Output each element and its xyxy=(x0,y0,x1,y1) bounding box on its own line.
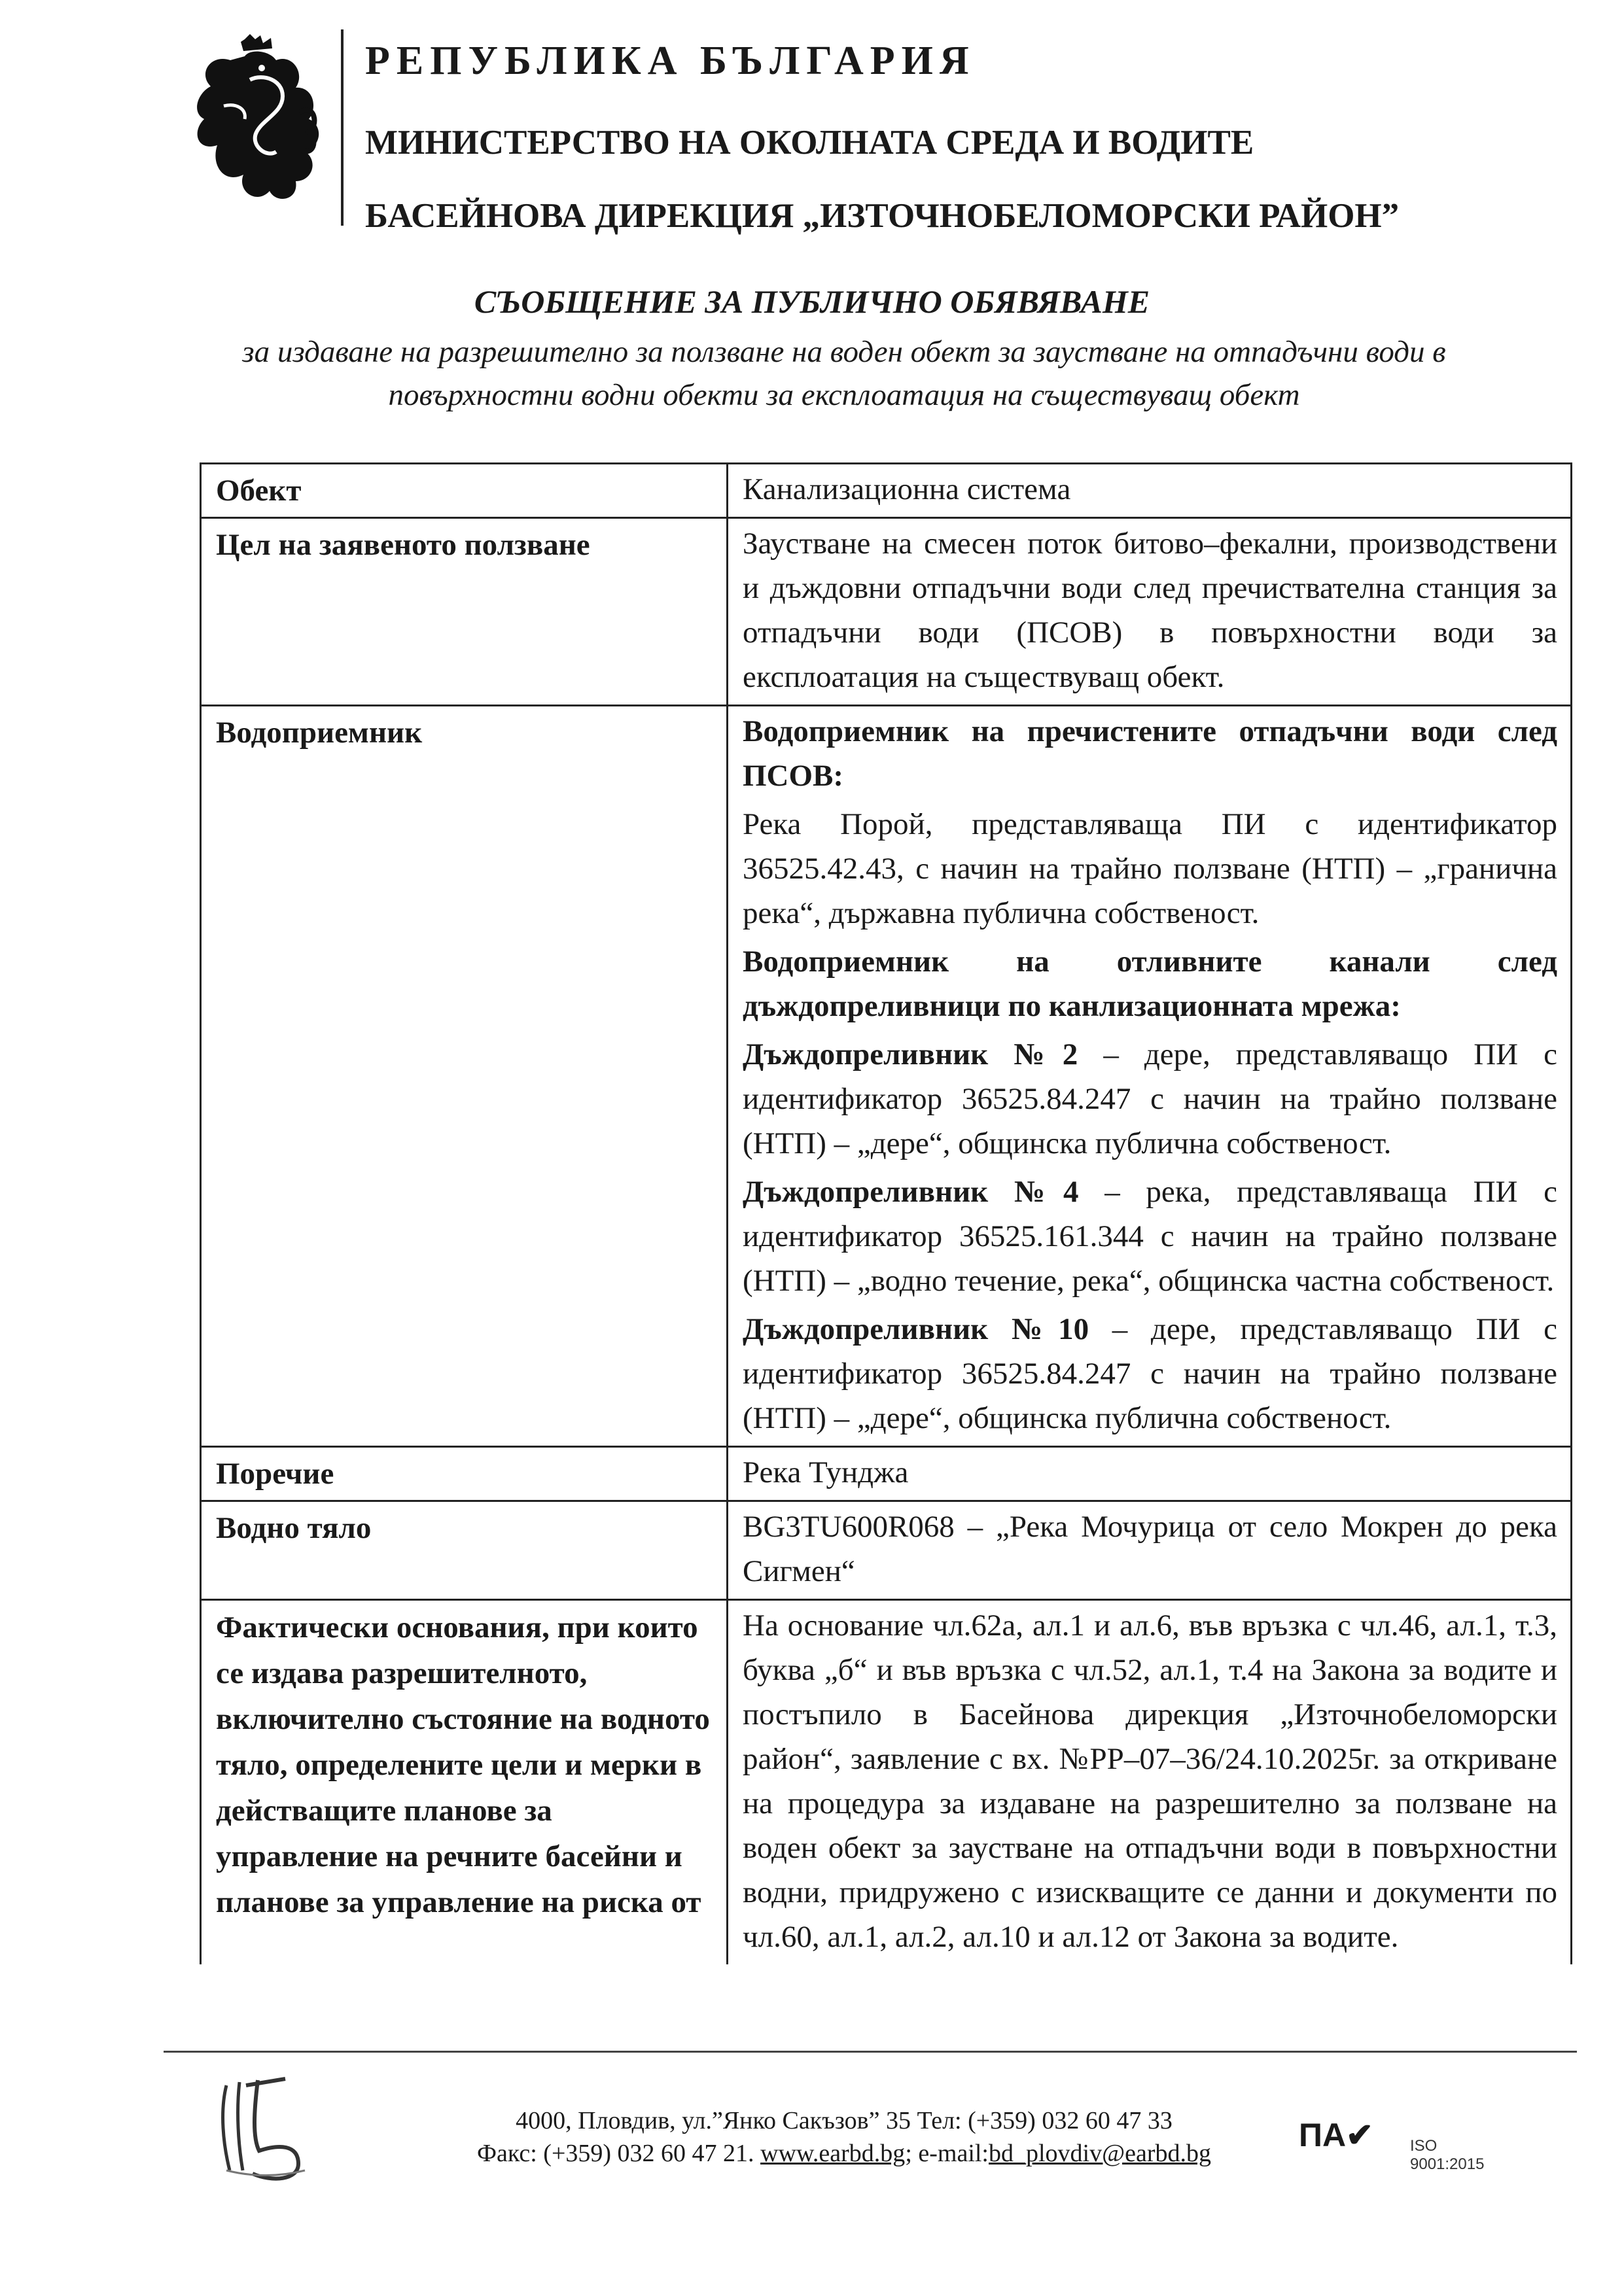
row-label-water-body: Водно тяло xyxy=(201,1501,728,1600)
row-label-grounds: Фактически основания, при които се издава разрешителното, включително състояние на водното тяло, определените цели и мерки в действащите планове за управление на речните басейни и планове за управление на риска от xyxy=(201,1600,728,1965)
notice-title: СЪОБЩЕНИЕ ЗА ПУБЛИЧНО ОБЯВЯВАНЕ xyxy=(474,283,1150,320)
overflow-name: Дъждопреливник №4 xyxy=(743,1175,1079,1209)
lion-coat-of-arms-icon xyxy=(185,34,327,209)
footer-address: 4000, Пловдив, ул.”Янко Сакъзов” 35 Тел: (+359) 032 60 47 33 xyxy=(516,2107,1173,2134)
table-row xyxy=(201,1501,1572,1600)
receiver-psov-text: Река Порой, представляваща ПИ с идентификатор 36525.42.43, с начин на трайно ползване (НТП) – „гранична река“, държавна публична собственост. xyxy=(743,807,1557,930)
iso-mark xyxy=(1299,2116,1373,2154)
overflow-text: – дере, представляващо ПИ с идентификатор 36525.84.247 с начин на трайно ползване (НТП) – „дере“, общинска публична собственост. xyxy=(743,1037,1557,1160)
list-item xyxy=(743,1307,1557,1440)
row-label-purpose: Цел на заявеното ползване xyxy=(201,518,728,706)
header-republic: РЕПУБЛИКА БЪЛГАРИЯ xyxy=(365,39,976,83)
notice-subtitle: за издаване на разрешително за ползване на воден обект за заустване на отпадъчни води в повърхностни водни обекти за експлоатация на съществуващ обект xyxy=(242,335,1446,412)
row-value-water-body: BG3TU600R068 – „Река Мочурица от село Мокрен до река Сигмен“ xyxy=(728,1501,1572,1600)
overflow-text: – река, представляваща ПИ с идентификатор 36525.161.344 с начин на трайно ползване (НТП) – „водно течение, река“, общинска частна собственост. xyxy=(743,1175,1557,1298)
list-item xyxy=(743,1170,1557,1303)
iso-certification xyxy=(1299,2116,1495,2173)
row-value-object: Канализационна система xyxy=(728,464,1572,518)
iso-mark-text: ПА xyxy=(1299,2117,1347,2153)
notice-table xyxy=(200,462,1572,1964)
header-directorate: БАСЕЙНОВА ДИРЕКЦИЯ „ИЗТОЧНОБЕЛОМОРСКИ РАЙОН” xyxy=(365,197,1400,235)
table-row xyxy=(201,464,1572,518)
email-link[interactable]: bd_plovdiv@earbd.bg xyxy=(989,2140,1211,2167)
footer-email-prefix: ; e-mail: xyxy=(905,2140,989,2167)
footer-contacts xyxy=(353,2139,1335,2168)
directorate-logo-icon xyxy=(207,2072,318,2183)
receiver-overflow-heading: Водоприемник на отливните канали след дъждопреливници по канлизационната мрежа: xyxy=(743,945,1557,1023)
table-row xyxy=(201,518,1572,706)
row-value-basin: Река Тунджа xyxy=(728,1447,1572,1501)
row-value-purpose: Заустване на смесен поток битово–фекални, производствени и дъждовни отпадъчни води след пречиствателна станция за отпадъчни води (ПСОВ) в повърхностни води за експлоатация на съществуващ обект. xyxy=(728,518,1572,706)
row-value-grounds: На основание чл.62а, ал.1 и ал.6, във връзка с чл.46, ал.1, т.3, буква „б“ и във връзка с чл.52, ал.1, т.4 на Закона за водите и постъпило в Басейнова дирекция „Източнобеломорски район“, заявление с вх. №РР–07–36/24.10.2025г. за откриване на процедура за издаване на разрешително за ползване на воден обект за заустване на отпадъчни води в повърхностни водни, придружено с изискващите се данни и документи по чл.60, ал.1, ал.2, ал.10 и ал.12 от Закона за водите. xyxy=(728,1600,1572,1965)
check-icon: ✔ xyxy=(1346,2117,1373,2153)
row-label-object: Обект xyxy=(201,464,728,518)
footer-divider xyxy=(164,2051,1577,2053)
header-ministry: МИНИСТЕРСТВО НА ОКОЛНАТА СРЕДА И ВОДИТЕ xyxy=(365,124,1254,162)
footer-fax: Факс: (+359) 032 60 47 21. xyxy=(476,2140,761,2167)
header-divider xyxy=(341,29,344,226)
website-link[interactable]: www.earbd.bg xyxy=(760,2140,906,2167)
row-value-receiver xyxy=(728,706,1572,1447)
overflow-text: – дере, представляващо ПИ с идентификатор 36525.84.247 с начин на трайно ползване (НТП) – „дере“, общинска публична собственост. xyxy=(743,1312,1557,1435)
row-label-receiver: Водоприемник xyxy=(201,706,728,1447)
table-row xyxy=(201,1447,1572,1501)
receiver-psov-heading: Водоприемник на пречистените отпадъчни води след ПСОВ: xyxy=(743,714,1557,793)
list-item xyxy=(743,1032,1557,1166)
row-label-basin: Поречие xyxy=(201,1447,728,1501)
table-row xyxy=(201,1600,1572,1965)
overflow-name: Дъждопреливник №10 xyxy=(743,1312,1089,1346)
iso-text: ISO 9001:2015 xyxy=(1410,2137,1485,2173)
overflow-name: Дъждопреливник №2 xyxy=(743,1037,1078,1071)
table-row xyxy=(201,706,1572,1447)
